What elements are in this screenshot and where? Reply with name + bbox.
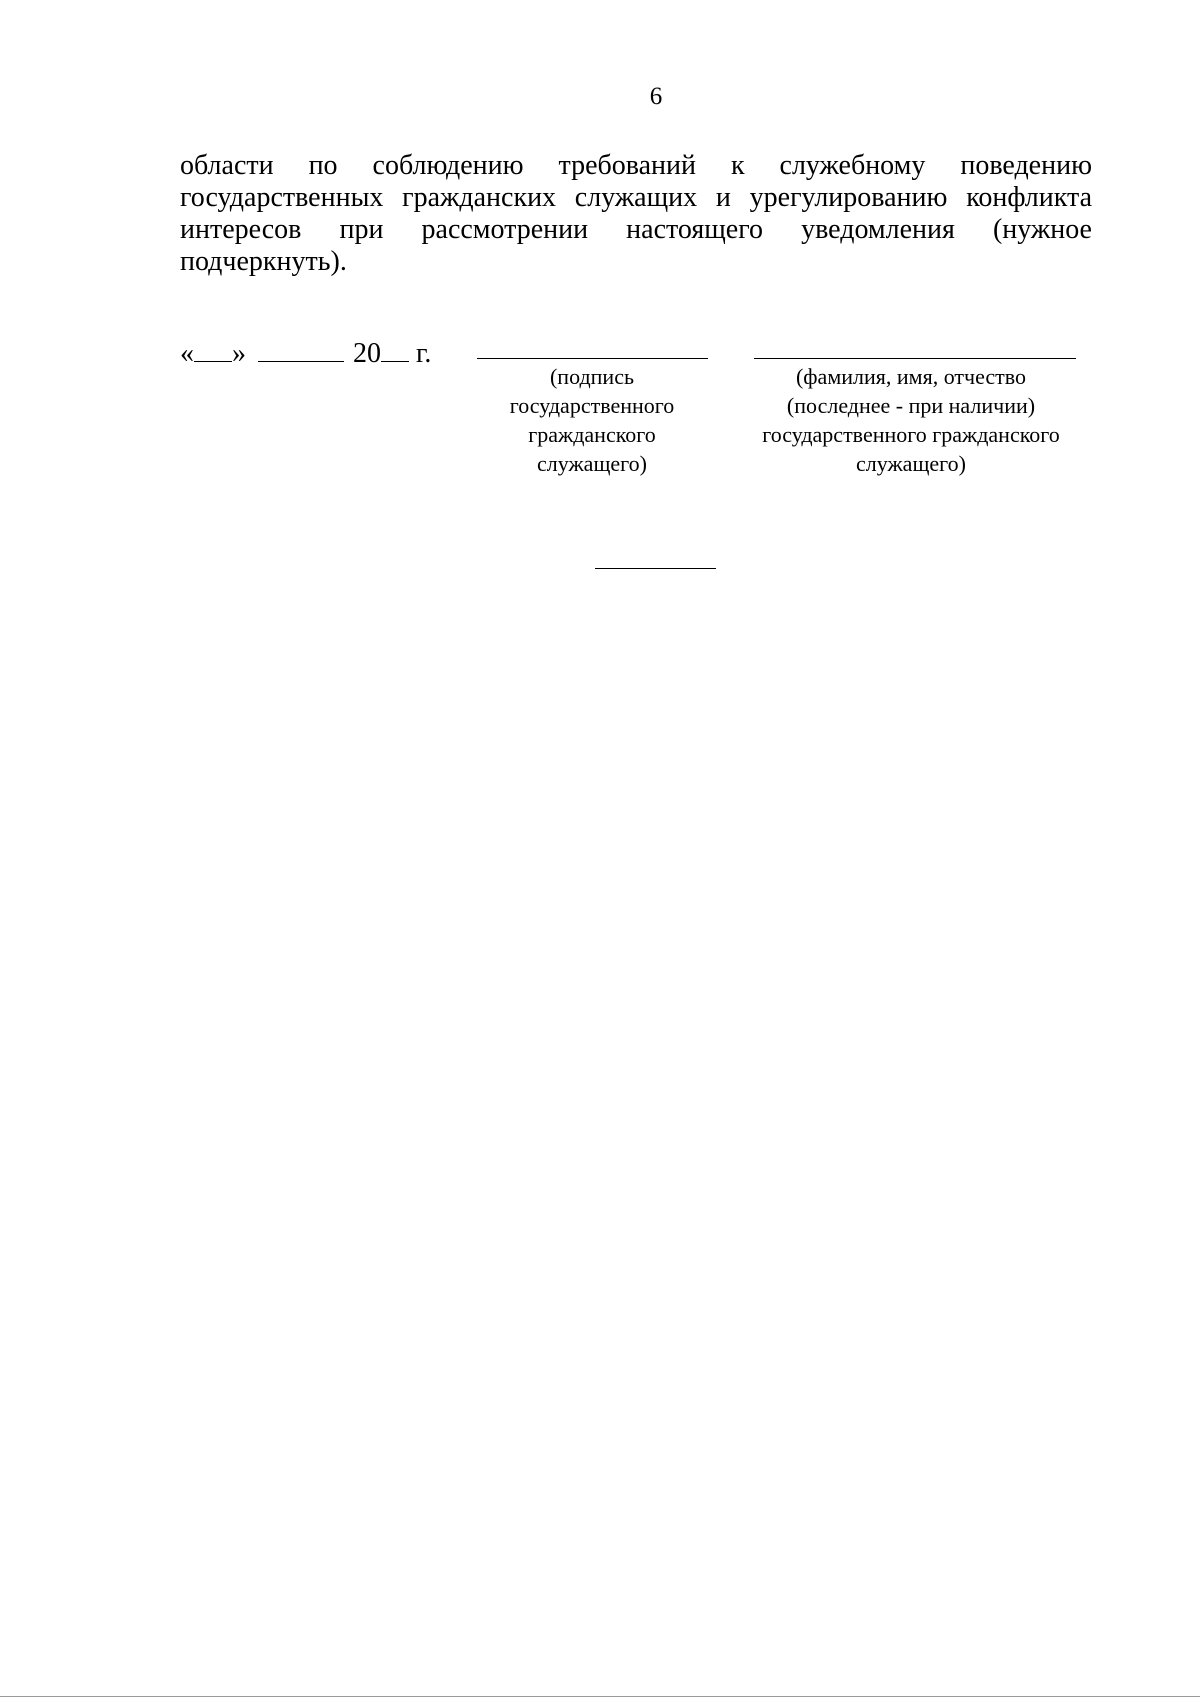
caption-line: служащего) bbox=[537, 451, 647, 476]
caption-line: гражданского bbox=[528, 422, 656, 447]
caption-line: государственного bbox=[509, 393, 675, 418]
year-blank bbox=[381, 337, 409, 362]
month-blank bbox=[258, 337, 344, 362]
body-line: интересов при рассмотрении настоящего уведомления (нужное bbox=[180, 214, 1092, 245]
body-paragraph bbox=[180, 150, 1092, 278]
signature-line bbox=[477, 358, 708, 359]
date-field bbox=[180, 336, 431, 372]
page-number: 6 bbox=[649, 83, 663, 110]
open-quote: « bbox=[180, 338, 194, 369]
signature-caption bbox=[470, 362, 714, 478]
body-line: области по соблюдению требований к служебному поведению bbox=[180, 150, 1092, 181]
end-of-document-rule bbox=[595, 568, 716, 569]
body-line: подчеркнуть). bbox=[180, 246, 347, 277]
close-quote: » bbox=[232, 338, 246, 369]
year-suffix: г. bbox=[416, 338, 432, 369]
name-caption bbox=[736, 362, 1086, 478]
caption-line: (фамилия, имя, отчество bbox=[795, 364, 1027, 389]
caption-line: государственного гражданского bbox=[762, 422, 1060, 447]
year-prefix: 20 bbox=[353, 338, 381, 369]
name-line bbox=[754, 358, 1076, 359]
caption-line: (последнее - при наличии) bbox=[786, 393, 1036, 418]
caption-line: служащего) bbox=[856, 451, 966, 476]
page-bottom-edge bbox=[0, 1696, 1200, 1697]
body-line: государственных гражданских служащих и урегулированию конфликта bbox=[180, 182, 1092, 213]
day-blank bbox=[194, 337, 232, 362]
caption-line: (подпись bbox=[549, 364, 634, 389]
